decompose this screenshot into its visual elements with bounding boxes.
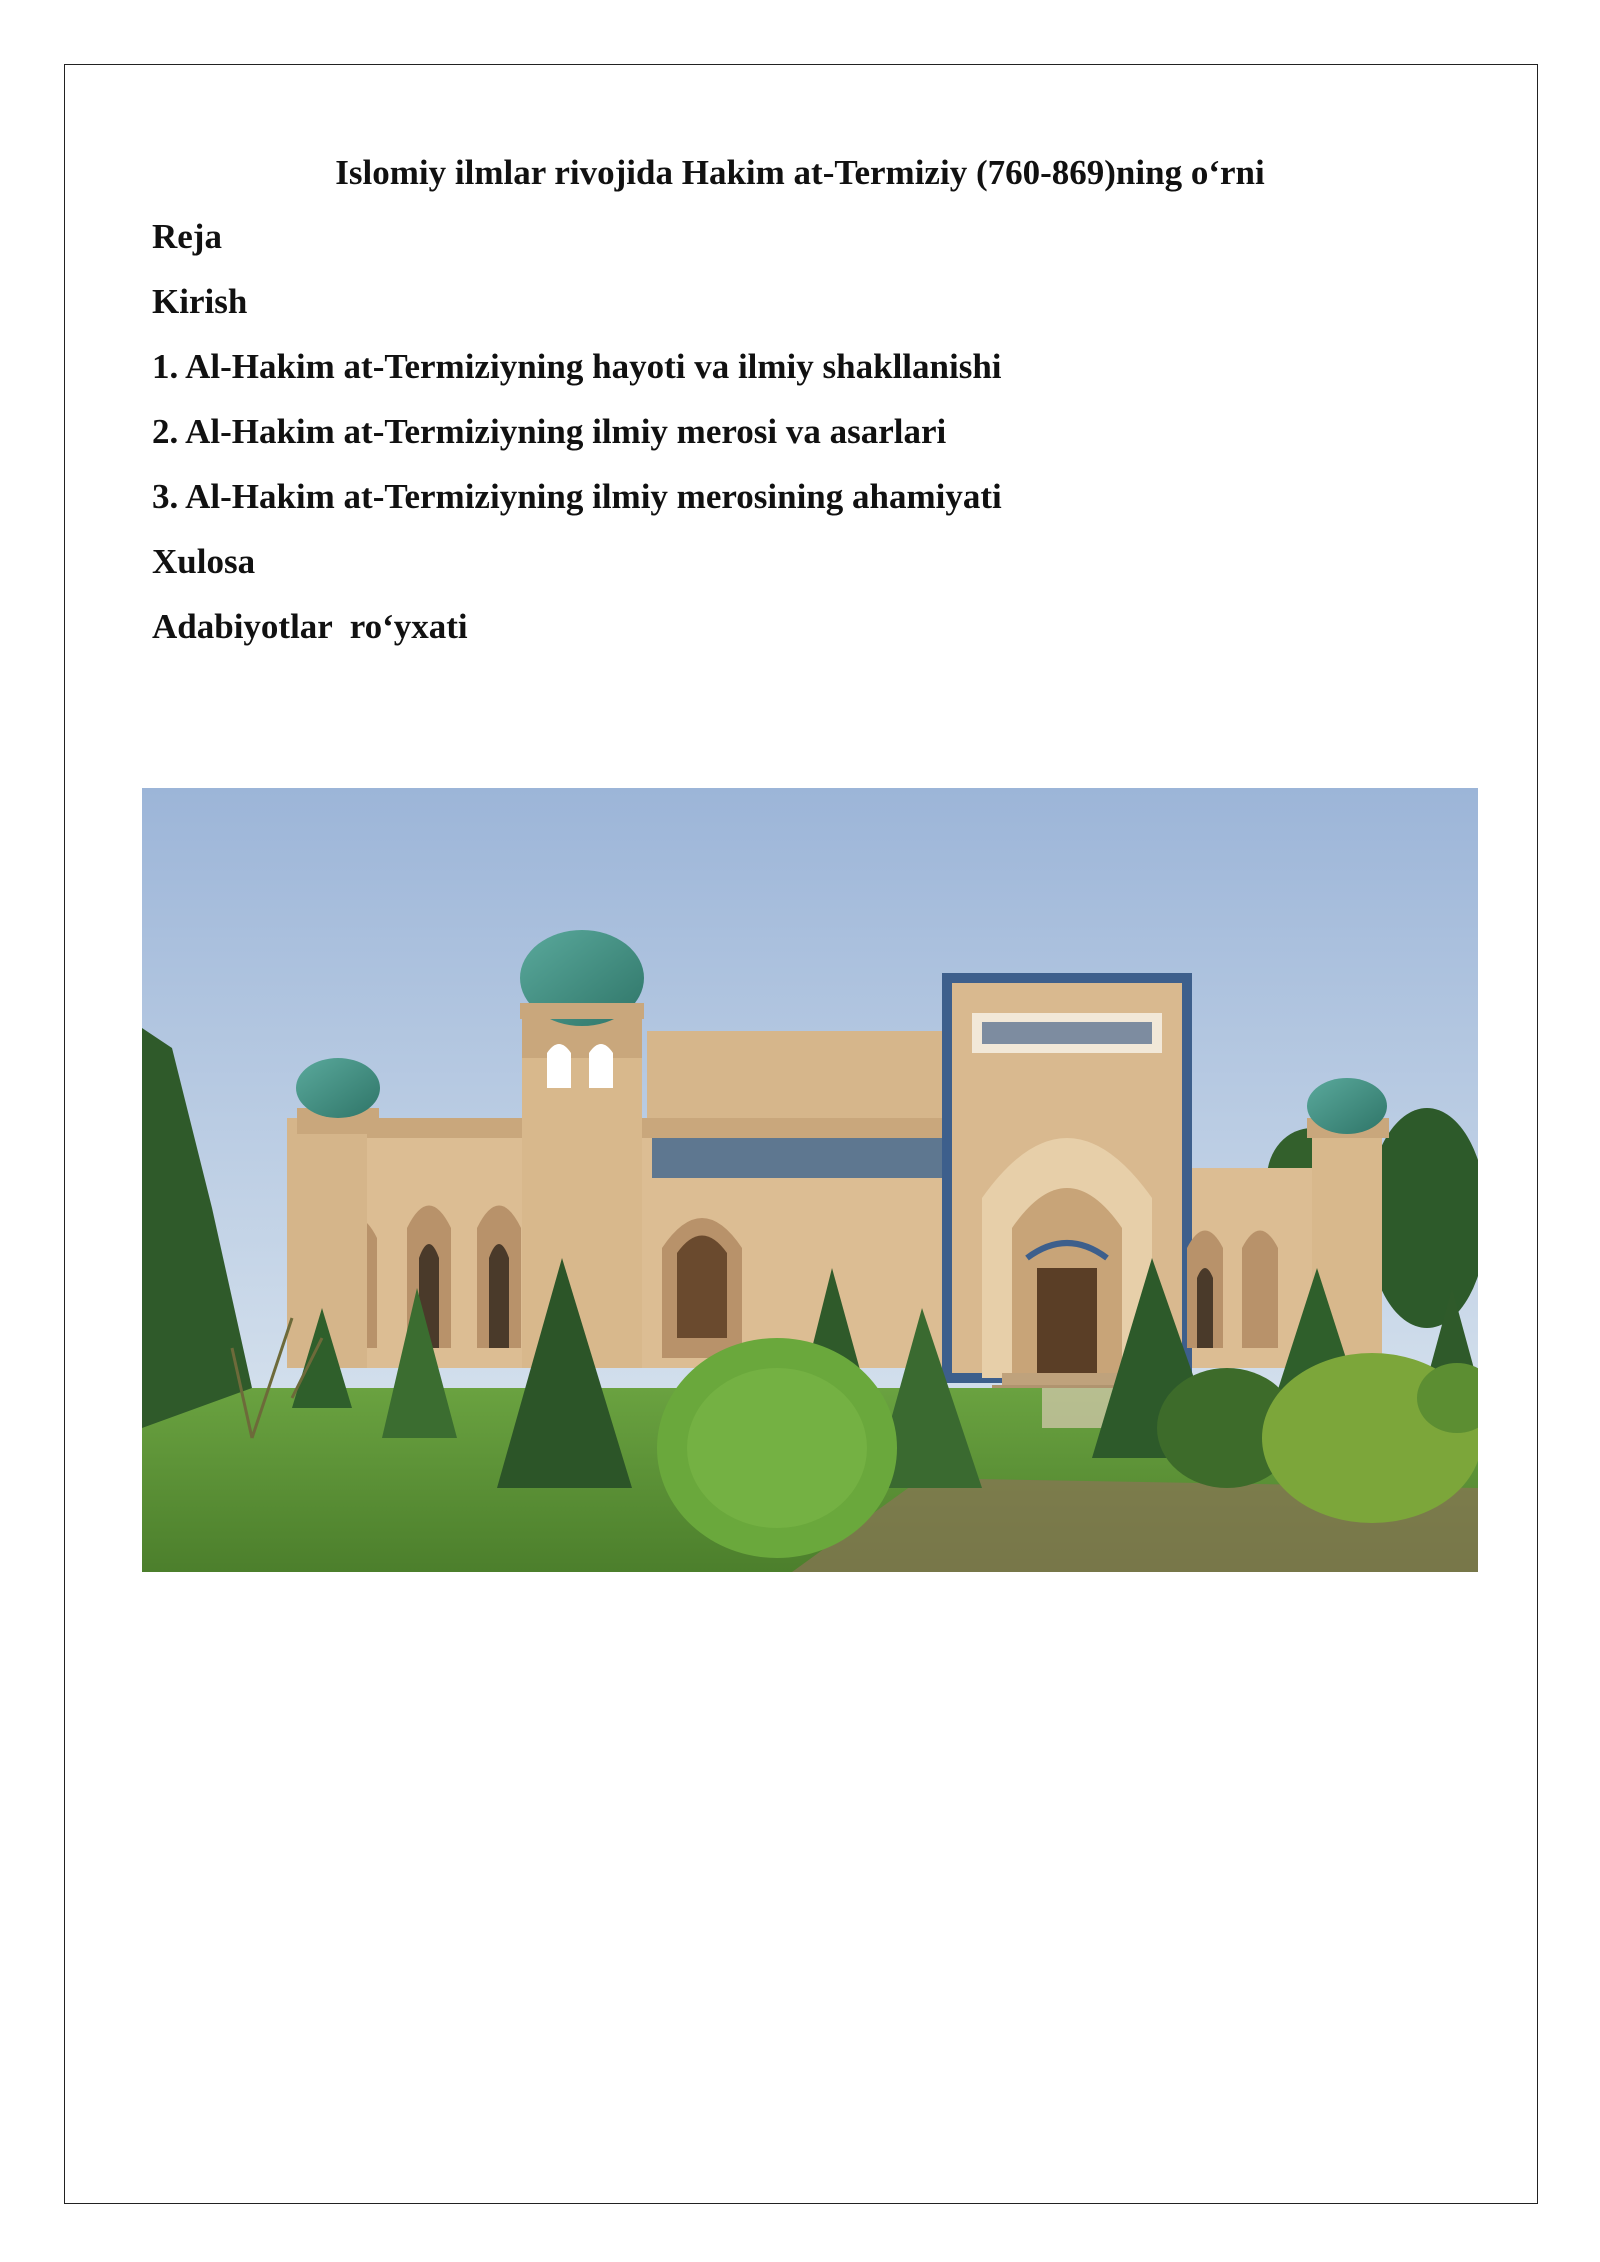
outline-heading-reja: Reja	[152, 217, 222, 256]
mausoleum-photo	[142, 788, 1478, 1572]
outline-item-xulosa: Xulosa	[152, 542, 256, 581]
outline-item-1: 1. Al-Hakim at-Termiziyning hayoti va ilmiy shakllanishi	[152, 347, 1002, 386]
outline-item-2: 2. Al-Hakim at-Termiziyning ilmiy merosi va asarlari	[152, 412, 947, 451]
outline-item-adabiyotlar: Adabiyotlar ro‘yxati	[152, 607, 468, 646]
outline-item-3: 3. Al-Hakim at-Termiziyning ilmiy merosining ahamiyati	[152, 477, 1002, 516]
outline-list	[152, 214, 1002, 669]
outline-item-kirish: Kirish	[152, 282, 248, 321]
mausoleum-illustration	[142, 788, 1478, 1572]
document-title: Islomiy ilmlar rivojida Hakim at-Termiziy (760-869)ning o‘rni	[335, 153, 1265, 192]
